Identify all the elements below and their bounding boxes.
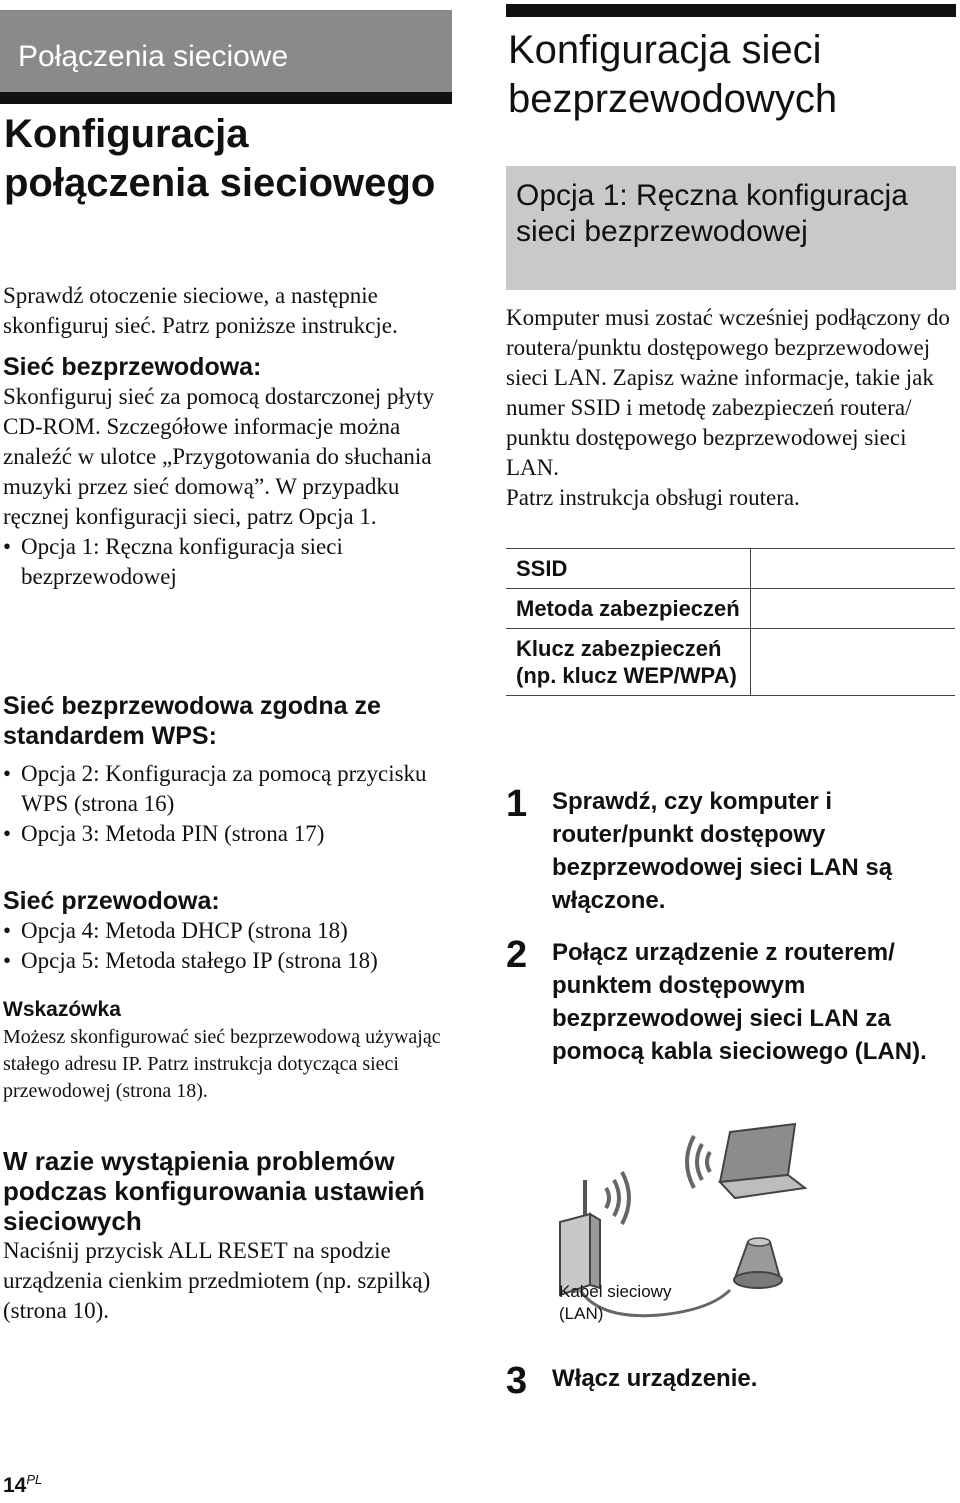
table-value <box>751 589 956 629</box>
option-heading-box <box>506 166 956 290</box>
page-number <box>3 1472 42 1498</box>
tip-heading: Wskazówka <box>3 998 121 1021</box>
step-item <box>506 785 956 917</box>
wired-section <box>3 886 451 976</box>
page-title: Konfiguracja połączenia sieciowego <box>4 112 436 205</box>
step-number: 3 <box>506 1360 528 1402</box>
list-item-text: Opcja 2: Konfiguracja za pomocą przycisku WPS (strona 16) <box>21 761 427 816</box>
step-item <box>506 936 956 1068</box>
option-heading: Opcja 1: Ręczna konfiguracja sieci bezprzewodowej <box>516 179 908 248</box>
bullet-icon: • <box>3 948 12 973</box>
step-text: Sprawdź, czy komputer i router/punkt dostępowy bezprzewodowej sieci LAN są włączone. <box>552 788 893 914</box>
wps-section <box>3 691 451 849</box>
list-item <box>3 916 451 946</box>
bullet-icon: • <box>3 821 12 846</box>
wps-heading: Sieć bezprzewodowa zgodna ze standardem WPS: <box>3 692 381 750</box>
step-number: 1 <box>506 783 528 825</box>
laptop-icon <box>720 1124 805 1198</box>
wireless-section <box>3 352 451 592</box>
troubleshooting-text: Naciśnij przycisk ALL RESET na spodzie urządzenia cienkim przedmiotem (np. szpilką) (strona 10). <box>3 1238 431 1323</box>
speaker-device-icon <box>734 1238 782 1288</box>
page-number-value: 14 <box>3 1474 27 1497</box>
wireless-heading: Sieć bezprzewodowa: <box>3 353 262 381</box>
router-icon <box>560 1180 600 1295</box>
list-item-text: Opcja 4: Metoda DHCP (strona 18) <box>21 918 348 943</box>
troubleshooting-heading: W razie wystąpienia problemów podczas konfigurowania ustawień sieciowych <box>3 1146 425 1236</box>
title-rule <box>506 4 956 17</box>
tip-text: Możesz skonfigurować sieć bezprzewodową używając stałego adresu IP. Patrz instrukcja dotycząca sieci przewodowej (strona 18). <box>3 1026 441 1102</box>
list-item-text: Opcja 3: Metoda PIN (strona 17) <box>21 821 325 846</box>
step-text: Włącz urządzenie. <box>552 1365 758 1392</box>
wired-heading: Sieć przewodowa: <box>3 887 220 915</box>
page-number-suffix: PL <box>26 1472 43 1487</box>
table-value <box>751 549 956 589</box>
right-page-title: Konfiguracja sieci bezprzewodowych <box>508 28 838 121</box>
step-number: 2 <box>506 934 528 976</box>
list-item <box>3 819 451 849</box>
wifi-signal-icon <box>606 1172 629 1224</box>
cable-label-text: Kabel sieciowy (LAN) <box>559 1282 672 1323</box>
table-row <box>506 629 955 696</box>
bullet-icon: • <box>3 534 12 559</box>
network-info-table <box>506 548 955 696</box>
troubleshooting-section <box>3 1146 458 1326</box>
list-item-text: Opcja 5: Metoda stałego IP (strona 18) <box>21 948 378 973</box>
right-intro-text: Komputer musi zostać wcześniej podłączony do routera/punktu dostępowego bezprzewodowej sieci LAN. Zapisz ważne informacje, takie jak numer SSID i metodę zabezpieczeń routera/ punktu dostępowego bezprzewodowej sieci LAN. <box>506 305 950 480</box>
wifi-signal-icon <box>687 1136 710 1188</box>
cable-label <box>559 1281 699 1325</box>
step-text: Połącz urządzenie z routerem/ punktem dostępowym bezprzewodowej sieci LAN za pomocą kabla sieciowego (LAN). <box>552 939 927 1065</box>
section-banner <box>0 10 452 104</box>
right-intro-note: Patrz instrukcja obsługi routera. <box>506 485 800 510</box>
list-item <box>3 532 451 592</box>
table-label: SSID <box>506 549 751 589</box>
bullet-icon: • <box>3 918 12 943</box>
table-label: Metoda zabezpieczeń <box>506 589 751 629</box>
tip-section <box>3 996 451 1105</box>
intro-paragraph: Sprawdź otoczenie sieciowe, a następnie skonfiguruj sieć. Patrz poniższe instrukcje. <box>3 283 398 338</box>
wireless-text: Skonfiguruj sieć za pomocą dostarczonej płyty CD-ROM. Szczegółowe informacje można znaleźć w ulotce „Przygotowania do słuchania muzyki przez sieć domową”. W przypadku ręcznej konfiguracji sieci, patrz Opcja 1. <box>3 384 435 529</box>
table-row <box>506 549 955 589</box>
right-intro <box>506 303 956 513</box>
list-item-text: Opcja 1: Ręczna konfiguracja sieci bezprzewodowej <box>21 534 343 589</box>
table-value <box>751 629 956 696</box>
list-item <box>3 759 451 819</box>
bullet-icon: • <box>3 761 12 786</box>
step-item <box>506 1362 956 1400</box>
table-label: Klucz zabezpieczeń (np. klucz WEP/WPA) <box>506 629 751 696</box>
list-item <box>3 946 451 976</box>
table-row <box>506 589 955 629</box>
section-banner-label: Połączenia sieciowe <box>18 40 289 73</box>
